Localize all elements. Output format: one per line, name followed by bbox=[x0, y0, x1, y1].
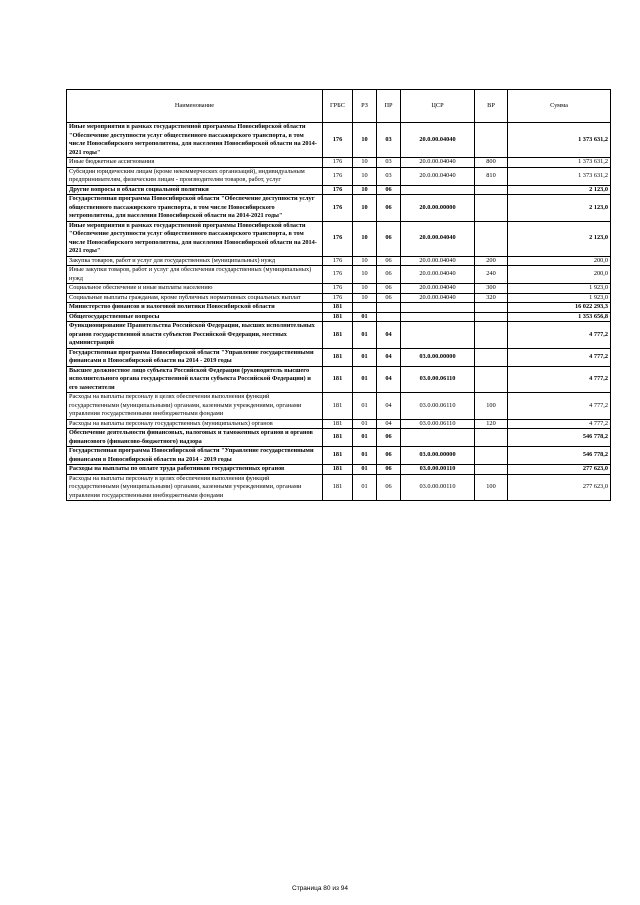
cell-rz: 10 bbox=[353, 123, 377, 158]
cell-pr: 04 bbox=[377, 419, 401, 429]
cell-pr: 06 bbox=[377, 195, 401, 222]
cell-csr: 03.0.00.06110 bbox=[401, 419, 475, 429]
cell-pr: 06 bbox=[377, 293, 401, 303]
cell-rz: 01 bbox=[353, 393, 377, 420]
table-row bbox=[67, 256, 611, 266]
cell-csr bbox=[401, 312, 475, 322]
cell-sum: 2 123,0 bbox=[508, 195, 611, 222]
cell-name: Субсидии юридическим лицам (кроме некоммерческих организаций), индивидуальным предпринимателям, физическим лицам - производителям товаров, работ, услуг bbox=[67, 167, 323, 185]
cell-name: Общегосударственные вопросы bbox=[67, 312, 323, 322]
header-rz: РЗ bbox=[353, 90, 377, 123]
cell-sum: 200,0 bbox=[508, 266, 611, 284]
cell-pr: 06 bbox=[377, 284, 401, 294]
cell-grbs: 176 bbox=[323, 167, 353, 185]
cell-grbs: 181 bbox=[323, 303, 353, 313]
cell-grbs: 181 bbox=[323, 447, 353, 465]
header-grbs: ГРБС bbox=[323, 90, 353, 123]
header-sum: Сумма bbox=[508, 90, 611, 123]
cell-grbs: 176 bbox=[323, 158, 353, 168]
cell-rz: 10 bbox=[353, 167, 377, 185]
cell-name: Расходы на выплаты персоналу государственных (муниципальных) органов bbox=[67, 419, 323, 429]
budget-table-sheet bbox=[66, 89, 610, 501]
cell-sum: 1 373 631,2 bbox=[508, 158, 611, 168]
cell-pr: 04 bbox=[377, 322, 401, 349]
cell-vr: 240 bbox=[475, 266, 508, 284]
cell-rz: 01 bbox=[353, 447, 377, 465]
cell-vr: 120 bbox=[475, 419, 508, 429]
cell-name: Государственная программа Новосибирской области "Обеспечение доступности услуг общественного пассажирского транспорта, в том числе Новосибирского метрополитена, для населения Новосибирской области на 2014-2021 годы" bbox=[67, 195, 323, 222]
cell-csr: 03.0.00.00000 bbox=[401, 447, 475, 465]
cell-pr: 06 bbox=[377, 465, 401, 475]
cell-rz: 01 bbox=[353, 419, 377, 429]
cell-name: Высшее должностное лицо субъекта Российской Федерации (руководитель высшего исполнительного органа государственной власти субъекта Российской Федерации) и его заместители bbox=[67, 366, 323, 393]
cell-sum: 2 123,0 bbox=[508, 185, 611, 195]
cell-pr: 03 bbox=[377, 123, 401, 158]
cell-csr: 20.0.00.04040 bbox=[401, 123, 475, 158]
cell-name: Расходы на выплаты персоналу в целях обеспечения выполнения функций государственными (муниципальными) органами, казенными учреждениями, органами управления государственными внебюджетными фондами bbox=[67, 393, 323, 420]
cell-rz: 10 bbox=[353, 158, 377, 168]
cell-name: Иные мероприятия в рамках государственной программы Новосибирской области "Обеспечение доступности услуг общественного пассажирского транспорта, в том числе Новосибирского метрополитена, для населения Новосибирской области на 2014-2021 годы" bbox=[67, 221, 323, 256]
cell-sum: 1 923,0 bbox=[508, 284, 611, 294]
table-row bbox=[67, 167, 611, 185]
cell-rz bbox=[353, 303, 377, 313]
table-row bbox=[67, 195, 611, 222]
cell-csr: 20.0.00.00000 bbox=[401, 195, 475, 222]
table-row bbox=[67, 303, 611, 313]
cell-pr: 03 bbox=[377, 167, 401, 185]
cell-csr: 03.0.00.00000 bbox=[401, 348, 475, 366]
table-row bbox=[67, 158, 611, 168]
cell-grbs: 181 bbox=[323, 465, 353, 475]
cell-rz: 10 bbox=[353, 266, 377, 284]
cell-vr bbox=[475, 429, 508, 447]
cell-pr: 06 bbox=[377, 474, 401, 501]
cell-sum: 4 777,2 bbox=[508, 348, 611, 366]
cell-grbs: 181 bbox=[323, 366, 353, 393]
table-row bbox=[67, 447, 611, 465]
cell-vr: 100 bbox=[475, 474, 508, 501]
cell-pr: 06 bbox=[377, 221, 401, 256]
cell-sum: 1 373 631,2 bbox=[508, 123, 611, 158]
cell-csr: 03.0.00.06110 bbox=[401, 393, 475, 420]
cell-name: Расходы на выплаты персоналу в целях обеспечения выполнения функций государственными (муниципальными) органами, казенными учреждениями, органами управления государственными внебюджетными фондами bbox=[67, 474, 323, 501]
cell-sum: 16 022 293,3 bbox=[508, 303, 611, 313]
cell-name: Функционирование Правительства Российской Федерации, высших исполнительных органов государственной власти субъектов Российской Федерации, местных администраций bbox=[67, 322, 323, 349]
cell-grbs: 176 bbox=[323, 123, 353, 158]
cell-rz: 01 bbox=[353, 322, 377, 349]
cell-vr: 800 bbox=[475, 158, 508, 168]
cell-sum: 277 623,0 bbox=[508, 465, 611, 475]
cell-csr: 03.0.00.00110 bbox=[401, 474, 475, 501]
cell-vr bbox=[475, 303, 508, 313]
cell-name: Иные закупки товаров, работ и услуг для обеспечения государственных (муниципальных) нужд bbox=[67, 266, 323, 284]
header-name: Наименование bbox=[67, 90, 323, 123]
cell-grbs: 181 bbox=[323, 429, 353, 447]
table-row bbox=[67, 185, 611, 195]
table-row bbox=[67, 266, 611, 284]
cell-pr: 04 bbox=[377, 366, 401, 393]
cell-csr: 20.0.00.04040 bbox=[401, 266, 475, 284]
cell-grbs: 176 bbox=[323, 195, 353, 222]
table-row bbox=[67, 284, 611, 294]
cell-sum: 546 778,2 bbox=[508, 447, 611, 465]
cell-sum: 1 923,0 bbox=[508, 293, 611, 303]
cell-vr: 100 bbox=[475, 393, 508, 420]
cell-csr: 20.0.00.04040 bbox=[401, 158, 475, 168]
table-row bbox=[67, 419, 611, 429]
cell-vr: 200 bbox=[475, 256, 508, 266]
cell-grbs: 176 bbox=[323, 284, 353, 294]
cell-rz: 01 bbox=[353, 465, 377, 475]
cell-csr: 20.0.00.04040 bbox=[401, 167, 475, 185]
cell-grbs: 181 bbox=[323, 312, 353, 322]
cell-rz: 10 bbox=[353, 284, 377, 294]
cell-vr bbox=[475, 123, 508, 158]
table-row bbox=[67, 293, 611, 303]
cell-csr: 20.0.00.04040 bbox=[401, 221, 475, 256]
table-row bbox=[67, 348, 611, 366]
cell-csr bbox=[401, 322, 475, 349]
cell-pr: 06 bbox=[377, 185, 401, 195]
cell-sum: 1 373 631,2 bbox=[508, 167, 611, 185]
cell-pr: 04 bbox=[377, 348, 401, 366]
cell-vr bbox=[475, 312, 508, 322]
cell-csr bbox=[401, 303, 475, 313]
table-header-row bbox=[67, 90, 611, 123]
cell-grbs: 176 bbox=[323, 266, 353, 284]
cell-sum: 1 353 656,8 bbox=[508, 312, 611, 322]
cell-sum: 4 777,2 bbox=[508, 393, 611, 420]
cell-vr: 300 bbox=[475, 284, 508, 294]
cell-sum: 200,0 bbox=[508, 256, 611, 266]
table-row bbox=[67, 393, 611, 420]
budget-table bbox=[66, 89, 611, 501]
cell-pr: 06 bbox=[377, 447, 401, 465]
cell-pr: 06 bbox=[377, 256, 401, 266]
cell-sum: 4 777,2 bbox=[508, 419, 611, 429]
table-row bbox=[67, 474, 611, 501]
cell-vr bbox=[475, 221, 508, 256]
cell-csr: 20.0.00.04040 bbox=[401, 256, 475, 266]
cell-rz: 10 bbox=[353, 256, 377, 266]
cell-grbs: 181 bbox=[323, 419, 353, 429]
table-row bbox=[67, 465, 611, 475]
cell-sum: 2 123,0 bbox=[508, 221, 611, 256]
cell-rz: 10 bbox=[353, 195, 377, 222]
cell-name: Социальное обеспечение и иные выплаты населению bbox=[67, 284, 323, 294]
cell-pr: 06 bbox=[377, 429, 401, 447]
cell-name: Министерство финансов и налоговой политики Новосибирской области bbox=[67, 303, 323, 313]
cell-grbs: 181 bbox=[323, 393, 353, 420]
cell-grbs: 176 bbox=[323, 256, 353, 266]
cell-vr bbox=[475, 465, 508, 475]
cell-sum: 546 778,2 bbox=[508, 429, 611, 447]
cell-grbs: 181 bbox=[323, 322, 353, 349]
cell-rz: 01 bbox=[353, 348, 377, 366]
cell-name: Расходы на выплаты по оплате труда работников государственных органов bbox=[67, 465, 323, 475]
cell-vr bbox=[475, 322, 508, 349]
cell-vr: 810 bbox=[475, 167, 508, 185]
cell-rz: 01 bbox=[353, 312, 377, 322]
cell-rz: 01 bbox=[353, 429, 377, 447]
cell-csr bbox=[401, 429, 475, 447]
cell-grbs: 176 bbox=[323, 185, 353, 195]
cell-vr: 320 bbox=[475, 293, 508, 303]
cell-sum: 4 777,2 bbox=[508, 322, 611, 349]
cell-csr: 03.0.00.06110 bbox=[401, 366, 475, 393]
table-row bbox=[67, 123, 611, 158]
table-row bbox=[67, 366, 611, 393]
cell-rz: 10 bbox=[353, 185, 377, 195]
cell-pr: 04 bbox=[377, 393, 401, 420]
cell-grbs: 181 bbox=[323, 348, 353, 366]
cell-pr bbox=[377, 303, 401, 313]
header-pr: ПР bbox=[377, 90, 401, 123]
cell-name: Государственная программа Новосибирской области "Управление государственными финансами в Новосибирской области на 2014 - 2019 годы bbox=[67, 447, 323, 465]
cell-rz: 10 bbox=[353, 293, 377, 303]
cell-pr: 03 bbox=[377, 158, 401, 168]
cell-vr bbox=[475, 366, 508, 393]
cell-name: Другие вопросы в области социальной политики bbox=[67, 185, 323, 195]
cell-csr: 20.0.00.04040 bbox=[401, 284, 475, 294]
header-vr: ВР bbox=[475, 90, 508, 123]
cell-name: Государственная программа Новосибирской области "Управление государственными финансами в Новосибирской области на 2014 - 2019 годы bbox=[67, 348, 323, 366]
cell-csr: 20.0.00.04040 bbox=[401, 293, 475, 303]
cell-csr: 03.0.00.00110 bbox=[401, 465, 475, 475]
cell-pr: 06 bbox=[377, 266, 401, 284]
header-csr: ЦСР bbox=[401, 90, 475, 123]
table-row bbox=[67, 221, 611, 256]
cell-pr bbox=[377, 312, 401, 322]
cell-name: Социальные выплаты гражданам, кроме публичных нормативных социальных выплат bbox=[67, 293, 323, 303]
cell-name: Иные мероприятия в рамках государственной программы Новосибирской области "Обеспечение доступности услуг общественного пассажирского транспорта, в том числе Новосибирского метрополитена, для населения Новосибирской области на 2014-2021 годы" bbox=[67, 123, 323, 158]
page-number: Страница 80 из 94 bbox=[292, 885, 348, 892]
table-row bbox=[67, 322, 611, 349]
cell-grbs: 176 bbox=[323, 293, 353, 303]
cell-rz: 01 bbox=[353, 366, 377, 393]
cell-sum: 4 777,2 bbox=[508, 366, 611, 393]
cell-name: Обеспечение деятельности финансовых, налоговых и таможенных органов и органов финансового (финансово-бюджетного) надзора bbox=[67, 429, 323, 447]
cell-vr bbox=[475, 185, 508, 195]
table-row bbox=[67, 312, 611, 322]
table-row bbox=[67, 429, 611, 447]
cell-csr bbox=[401, 185, 475, 195]
cell-rz: 01 bbox=[353, 474, 377, 501]
cell-name: Закупка товаров, работ и услуг для государственных (муниципальных) нужд bbox=[67, 256, 323, 266]
cell-sum: 277 623,0 bbox=[508, 474, 611, 501]
cell-rz: 10 bbox=[353, 221, 377, 256]
cell-vr bbox=[475, 195, 508, 222]
cell-vr bbox=[475, 348, 508, 366]
cell-name: Иные бюджетные ассигнования bbox=[67, 158, 323, 168]
cell-grbs: 181 bbox=[323, 474, 353, 501]
cell-vr bbox=[475, 447, 508, 465]
cell-grbs: 176 bbox=[323, 221, 353, 256]
